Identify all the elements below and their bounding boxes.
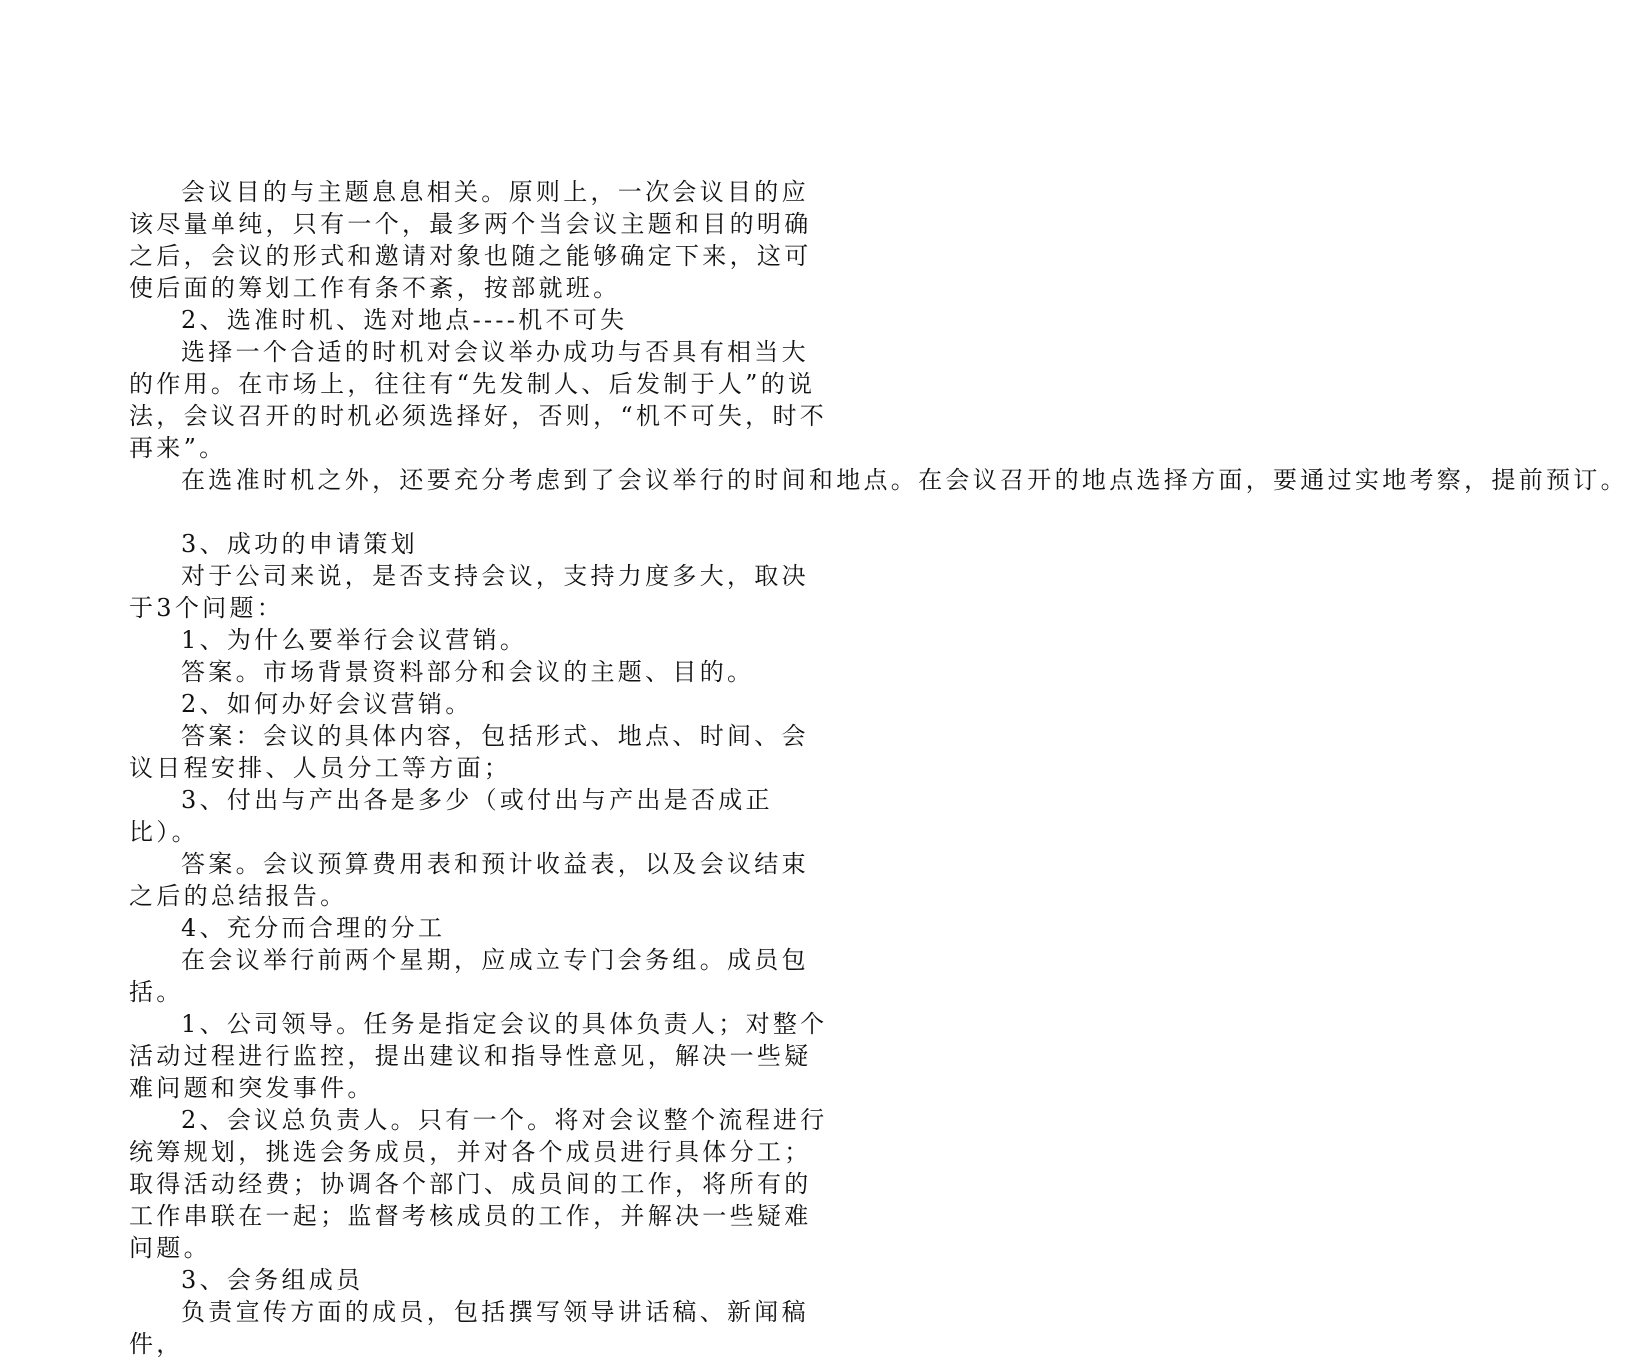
paragraph-company-support: 对于公司来说，是否支持会议，支持力度多大，取决于3个问题： [129,562,809,622]
answer-3: 答案。会议预算费用表和预计收益表，以及会议结束之后的总结报告。 [129,850,809,910]
heading-application-planning: 3、成功的申请策划 [181,530,418,558]
paragraph-publicity-members: 负责宣传方面的成员，包括撰写领导讲话稿、新闻稿件， [129,1298,809,1358]
item-company-leader: 1、公司领导。任务是指定会议的具体负责人；对整个活动过程进行监控，提出建议和指导性意见，解决一些疑难问题和突发事件。 [129,1010,828,1102]
document-body [129,176,1628,1360]
question-1: 1、为什么要举行会议营销。 [181,626,528,654]
answer-2: 答案：会议的具体内容，包括形式、地点、时间、会议日程安排、人员分工等方面； [129,722,809,782]
heading-team-members: 3、会务组成员 [181,1266,364,1294]
blank-line [129,496,834,528]
heading-timing-location: 2、选准时机、选对地点----机不可失 [181,306,628,334]
question-3: 3、付出与产出各是多少（或付出与产出是否成正比）。 [129,786,773,846]
paragraph-conference-team: 在会议举行前两个星期，应成立专门会务组。成员包括。 [129,946,809,1006]
heading-division-of-labor: 4、充分而合理的分工 [181,914,446,942]
answer-1: 答案。市场背景资料部分和会议的主题、目的。 [181,658,755,686]
paragraph-time-and-location: 在选准时机之外，还要充分考虑到了会议举行的时间和地点。在会议召开的地点选择方面，要通过实地考察，提前预订。 [181,466,1628,494]
question-2: 2、如何办好会议营销。 [181,690,473,718]
paragraph-meeting-purpose: 会议目的与主题息息相关。原则上，一次会议目的应该尽量单纯，只有一个，最多两个当会议主题和目的明确之后，会议的形式和邀请对象也随之能够确定下来，这可使后面的筹划工作有条不紊，按部就班。 [129,178,812,302]
paragraph-choose-timing: 选择一个合适的时机对会议举办成功与否具有相当大的作用。在市场上，往往有“先发制人、后发制于人”的说法，会议召开的时机必须选择好，否则，“机不可失，时不再来”。 [129,338,828,462]
item-general-manager: 2、会议总负责人。只有一个。将对会议整个流程进行统筹规划，挑选会务成员，并对各个成员进行具体分工；取得活动经费；协调各个部门、成员间的工作，将所有的工作串联在一起；监督考核成员的工作，并解决一些疑难问题。 [129,1106,828,1262]
